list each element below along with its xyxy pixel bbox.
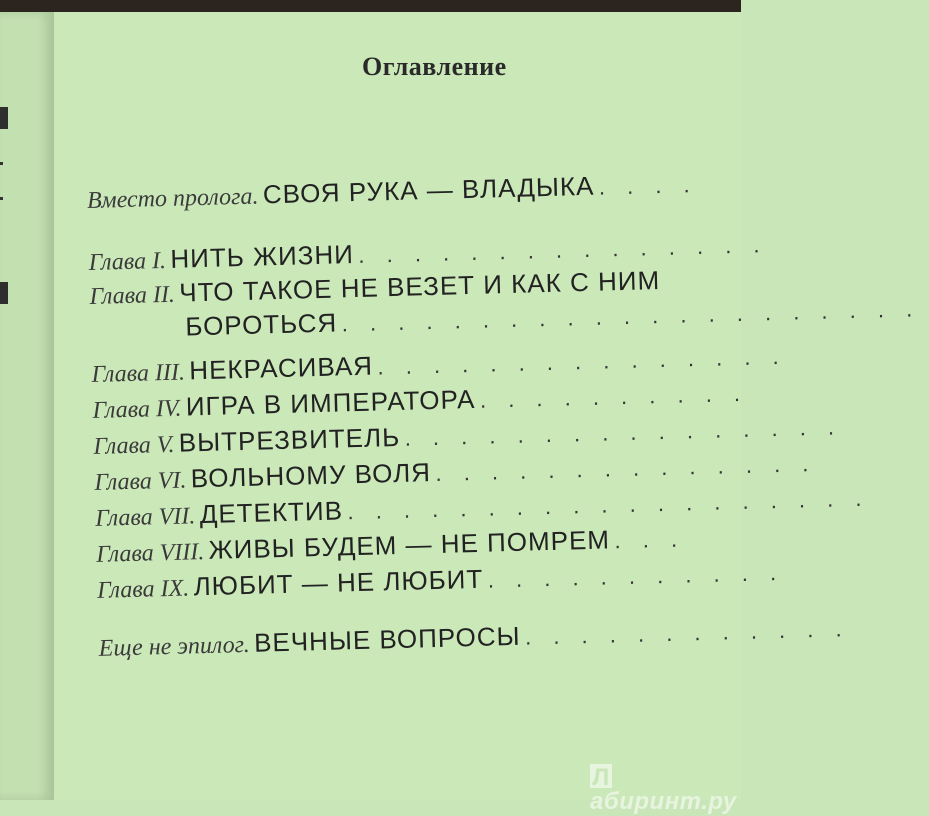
- entry-prefix: Глава IV.: [92, 395, 182, 424]
- entry-title: ДЕТЕКТИВ: [199, 495, 344, 530]
- entry-leader-dots: . . . . . . . . . . . . . . . . . . . . .: [341, 296, 921, 337]
- entry-prefix: Еще не эпилог.: [98, 631, 251, 662]
- entry-prefix: Глава V.: [93, 431, 175, 460]
- entry-leader-dots: . . . . . . . . . . . . . . .: [377, 343, 787, 380]
- entry-title: ВЕЧНЫЕ ВОПРОСЫ: [253, 620, 521, 658]
- toc-list: [86, 145, 921, 662]
- entry-leader-dots: . . . . . . . . . . . . . . .: [358, 232, 768, 268]
- entry-title: НИТЬ ЖИЗНИ: [170, 239, 355, 274]
- entry-prefix: Глава III.: [91, 359, 186, 388]
- entry-prefix: Глава II.: [89, 281, 176, 310]
- left-facing-page: [0, 12, 54, 800]
- entry-leader-dots: . . .: [614, 526, 686, 554]
- entry-prefix: Глава I.: [88, 247, 167, 276]
- site-watermark: [590, 760, 741, 816]
- entry-title: ЧТО ТАКОЕ НЕ ВЕЗЕТ И КАК С НИМ: [178, 265, 661, 308]
- entry-prefix: Глава IX.: [96, 575, 190, 604]
- left-page-text-fragment: [0, 282, 8, 304]
- left-page-tick: [0, 162, 3, 165]
- entry-prefix: Глава VI.: [94, 467, 187, 496]
- entry-title: ЛЮБИТ — НЕ ЛЮБИТ: [193, 563, 484, 602]
- watermark-logo-box: Л: [590, 764, 612, 788]
- entry-title: ЖИВЫ БУДЕМ — НЕ ПОМРЕМ: [208, 524, 611, 565]
- toc-heading: Оглавление: [362, 52, 507, 81]
- entry-leader-dots: . . . . . . . . . . . . . . . . . . .: [347, 485, 870, 525]
- entry-leader-dots: . . . . . . . . . . . .: [524, 616, 850, 650]
- entry-leader-dots: . . . .: [598, 172, 698, 200]
- left-page-tick: [0, 197, 3, 200]
- top-edge-strip: [0, 0, 741, 12]
- entry-title: СВОЯ РУКА — ВЛАДЫКА: [262, 170, 595, 210]
- entry-title: ИГРА В ИМПЕРАТОРА: [185, 383, 476, 422]
- left-page-text-fragment: [0, 107, 8, 129]
- entry-prefix: Глава VII.: [95, 503, 196, 532]
- entry-leader-dots: . . . . . . . . . .: [479, 380, 749, 413]
- entry-leader-dots: . . . . . . . . . . .: [487, 559, 785, 593]
- entry-prefix: Глава VIII.: [95, 539, 205, 568]
- watermark-text: абиринт.ру: [590, 788, 737, 815]
- entry-leader-dots: . . . . . . . . . . . . . .: [435, 450, 817, 486]
- entry-title: ВОЛЬНОМУ ВОЛЯ: [190, 457, 432, 494]
- toc-entry-epilogue: [98, 615, 850, 663]
- entry-title: НЕКРАСИВАЯ: [188, 350, 374, 386]
- entry-title-continuation: БОРОТЬСЯ: [184, 307, 338, 342]
- toc-entry-prologue: [87, 167, 748, 215]
- entry-title: ВЫТРЕЗВИТЕЛЬ: [178, 421, 401, 458]
- entry-prefix: Вместо пролога.: [86, 183, 259, 214]
- toc-page: [54, 12, 921, 800]
- entry-leader-dots: . . . . . . . . . . . . . . . .: [404, 414, 843, 451]
